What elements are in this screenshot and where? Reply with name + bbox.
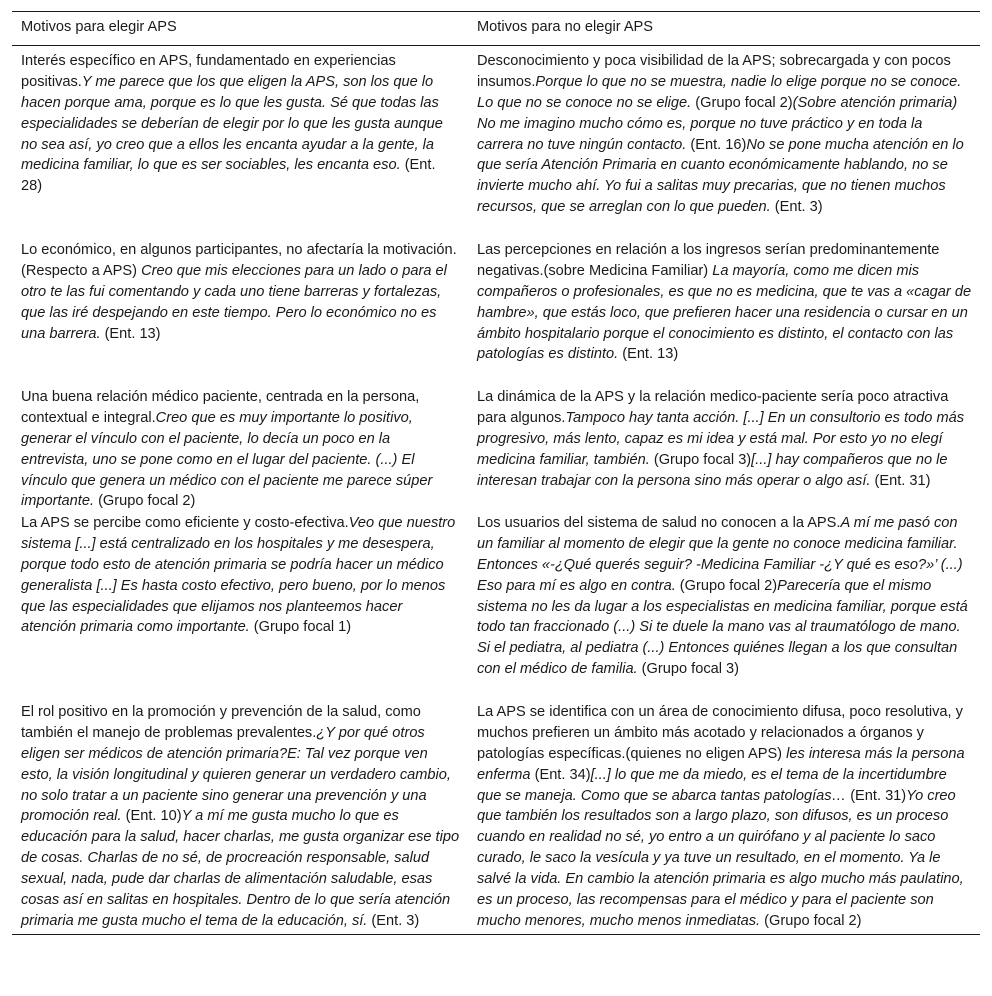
cell-no-elegir: Los usuarios del sistema de salud no conocen a la APS.A mí me pasó con un familiar al momento de elegir que la gente no conoce medicina familiar. Entonces «-¿Qué querés seguir? -Medicina Familiar -¿Y qué es eso?»’ (...) Eso para mí es algo en contra. (Grupo focal 2)Parecería que el mismo sistema no les da lugar a los especialistas en medicina familiar, porque está todo tan fraccionado (...) Si te duele la mano vas al traumatólogo de mano. Si el pediatra, al pediatra (...) Entonces quiénes llegan a los que consultan con el médico de familia. (Grupo focal 3) <box>477 514 968 678</box>
column-header-no-elegir: Motivos para no elegir APS <box>477 19 654 35</box>
cell-no-elegir: La dinámica de la APS y la relación medico-paciente sería poco atractiva para algunos.Tampoco hay tanta acción. [...] En un consultorio es todo más progresivo, más lento, capaz es mi idea y está mal. Por esto yo no elegí medicina familiar, también. (Grupo focal 3)[...] hay compañeros que no le interesan trabajar con la persona sino más operar o algo así. (Ent. 31) <box>477 388 965 489</box>
table-row <box>12 702 980 934</box>
cell-elegir: Lo económico, en algunos participantes, no afectaría la motivación.(Respecto a APS) Creo que mis elecciones para un lado o para el otro te las fui comentando y cada uno tiene barreras y fortalezas, que las iré despejando en este tiempo. Pero lo económico no es una barrera. (Ent. 13) <box>21 241 457 342</box>
column-header-elegir: Motivos para elegir APS <box>21 19 177 35</box>
cell-elegir: El rol positivo en la promoción y prevención de la salud, como también el manejo de problemas prevalentes.¿Y por qué otros eligen ser médicos de atención primaria?E: Tal vez porque ven esto, la visión longitudinal y quieren generar un verdadero cambio, no solo tratar a un paciente sino generar una prevención y una promoción real. (Ent. 10)Y a mí me gusta mucho lo que es educación para la salud, hacer charlas, me gusta organizar ese tipo de cosas. Charlas de no sé, de procreación responsable, salud sexual, nada, pude dar charlas de alimentación saludable, esas cosas así en salitas en hospitales. Dentro de lo que sería atención primaria me gusta mucho el tema de la educación, sí. (Ent. 3) <box>21 703 460 929</box>
cell-elegir: Una buena relación médico paciente, centrada en la persona, contextual e integral.Creo que es muy importante lo positivo, generar el vínculo con el paciente, lo decía un poco en la entrevista, uno se pone como en el lugar del paciente. (...) El vínculo que genera un médico con el paciente me parece súper importante. (Grupo focal 2) <box>21 388 433 510</box>
cell-no-elegir: Desconocimiento y poca visibilidad de la APS; sobrecargada y con pocos insumos.Porque lo que no se muestra, nadie lo elige porque no se conoce. Lo que no se conoce no se elige. (Grupo focal 2)(Sobre atención primaria) No me imagino mucho cómo es, porque no tuve práctico y en toda la carrera no tuve ningún contacto. (Ent. 16)No se pone mucha atención en lo que sería Atención Primaria en cuanto económicamente hablando, no se invierte mucho ahí. Yo fui a salitas muy precarias, que no tienen muchos recursos, que se arreglan con lo que pueden. (Ent. 3) <box>477 52 964 216</box>
cell-no-elegir: Las percepciones en relación a los ingresos serían predominantemente negativas.(sobre Medicina Familiar) La mayoría, como me dicen mis compañeros o profesionales, es que no es medicina, que te vas a «cagar de hambre», que estás loco, que prefieren hacer una residencia o cursar en un ámbito hospitalario porque el conocimiento es distinto, el contacto con las patologías es distinto. (Ent. 13) <box>477 241 972 363</box>
cell-elegir: Interés específico en APS, fundamentado en experiencias positivas.Y me parece que los que eligen la APS, son los que lo hacen porque ama, porque es lo que les gusta. Sé que todas las especialidades se deberían de elegir por lo que les gusta aunque no sea así, yo creo que a ellos les encanta ayudar a la gente, la medicina familiar, lo que es ser sociables, les encanta eso. (Ent. 28) <box>21 52 443 195</box>
cell-no-elegir: La APS se identifica con un área de conocimiento difusa, poco resolutiva, y muchos prefieren un ámbito más acotado y relacionados a órganos y patologías específicas.(quienes no eligen APS) les interesa más la persona enferma (Ent. 34)[...] lo que me da miedo, es el tema de la incertidumbre que se maneja. Como que se abarca tantas patologías… (Ent. 31)Yo creo que también los resultados son a largo plazo, son difusos, es un proceso cuando en realidad no sé, yo entro a un quirófano y al paciente lo saco curado, le saco la vesícula y ya tuve un resultado, en el momento. Ya le salvé la vida. En cambio la atención primaria es algo mucho más paulatino, es un proceso, las recompensas para el médico y para el paciente son mucho menores, mucho menos inmediatas. (Grupo focal 2) <box>477 703 965 929</box>
table-row <box>12 513 980 702</box>
cell-elegir: La APS se percibe como eficiente y costo-efectiva.Veo que nuestro sistema [...] está centralizado en los hospitales y me desespera, porque todo esto de atención primaria se podría hacer un médico generalista [...] Es hasta costo efectivo, pero bueno, por lo menos que las especialidades que elijamos nos planteemos hacer atención primaria como importante. (Grupo focal 1) <box>21 514 456 636</box>
motivos-table <box>12 11 980 935</box>
table-row <box>12 240 980 387</box>
table-header-row <box>12 12 980 46</box>
table-row <box>12 387 980 513</box>
table-row <box>12 45 980 240</box>
